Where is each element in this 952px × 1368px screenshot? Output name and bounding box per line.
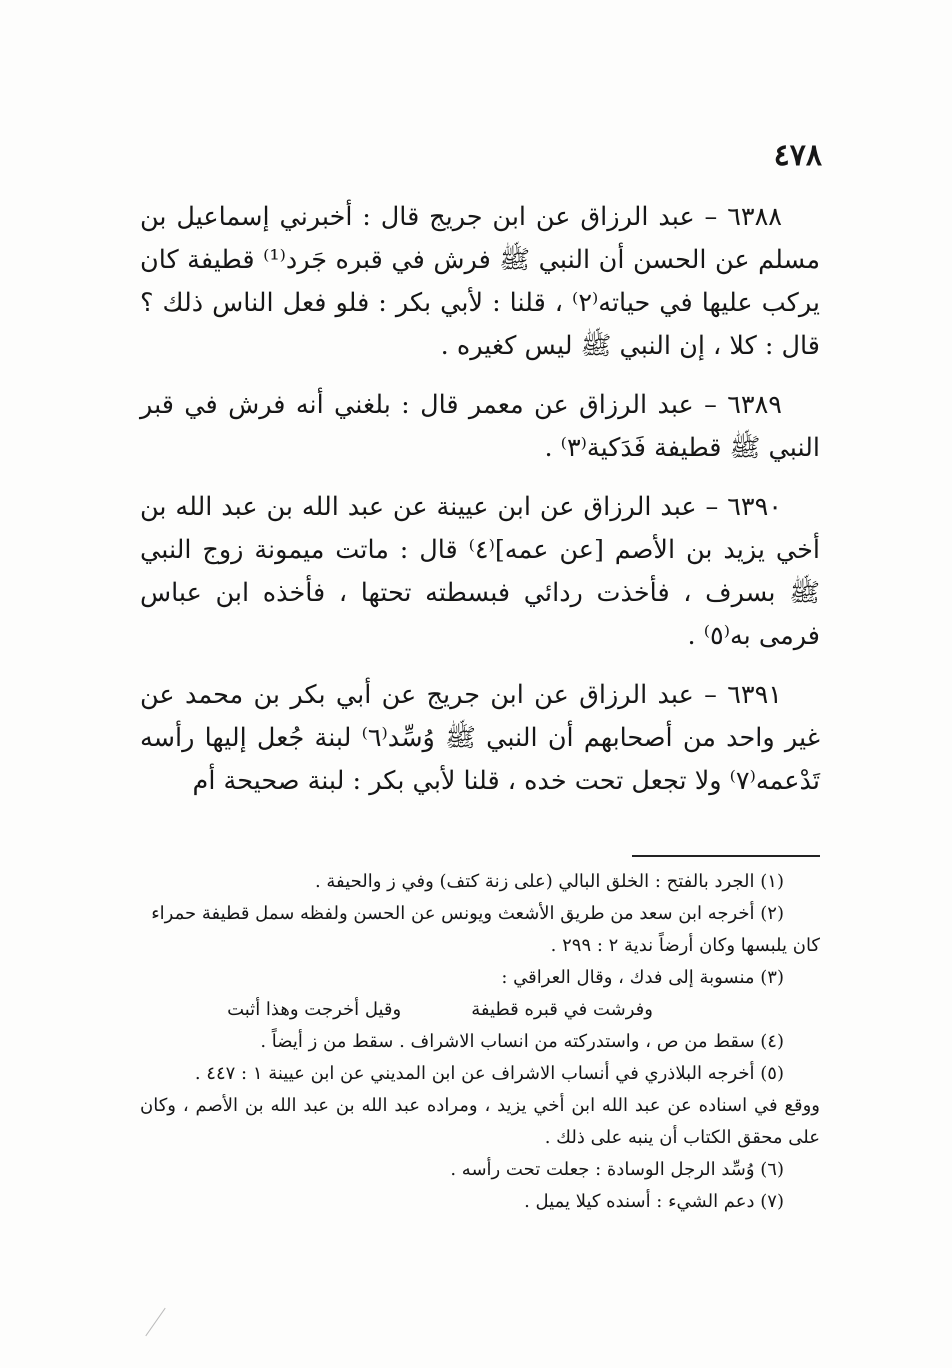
footnote-2: (٢) أخرجه ابن سعد من طريق الأشعث ويونس عن الحسن ولفظه سمل قطيفة حمراء	[151, 903, 784, 924]
verse-first-hemistich: وفرشت في قبره قطيفة	[471, 999, 653, 1020]
footnote-6: (٦) وُسِّد الرجل الوسادة : جعلت تحت رأسه .	[450, 1159, 784, 1180]
verse-second-hemistich: وقيل أخرجت وهذا أثبت	[227, 999, 402, 1020]
footnote-4: (٤) سقط من ص ، واستدركته من انساب الاشراف . سقط من ز أيضاً .	[260, 1031, 784, 1052]
footnote-3: (٣) منسوبة إلى فدك ، وقال العراقي :	[501, 967, 784, 988]
main-text	[140, 196, 820, 819]
page-number: ٤٧٨	[773, 138, 822, 173]
footnote-7: (٧) دعم الشيء : أسنده كيلا يميل .	[524, 1191, 784, 1212]
footnote-divider	[632, 855, 820, 857]
footnote-5-continued: ووقع في اسناده عن عبد الله ابن أخي يزيد ، ومراده عبد الله بن عبد الله بن الأصم ، وكان على محقق الكتاب أن ينبه على ذلك .	[140, 1095, 820, 1148]
hadith-6389: ٦٣٨٩ – عبد الرزاق عن معمر قال : بلغني أنه فرش في قبر النبي ﷺ قطيفة فَدَكية⁽٣⁾ .	[140, 390, 820, 463]
footnote-2-continued: كان يلبسها وكان أرضاً ندية ٢ : ٢٩٩ .	[550, 935, 820, 956]
hadith-6388: ٦٣٨٨ – عبد الرزاق عن ابن جريج قال : أخبرني إسماعيل بن مسلم عن الحسن أن النبي ﷺ فرش في قبره جَرد⁽¹⁾ قطيفة كان يركب عليها في حياته⁽٢⁾ ، قلنا : لأبي بكر : فلو فعل الناس ذلك ؟ قال : كلا ، إن النبي ﷺ ليس كغيره .	[140, 202, 820, 361]
poem-verse	[140, 994, 820, 1026]
footnote-5: (٥) أخرجه البلاذري في أنساب الاشراف عن ابن المديني عن ابن عيينة ١ : ٤٤٧ .	[194, 1063, 784, 1084]
hadith-6391: ٦٣٩١ – عبد الرزاق عن ابن جريج عن أبي بكر بن محمد عن غير واحد من أصحابهم أن النبي ﷺ وُسِّد⁽٦⁾ لبنة جُعل إليها رأسه تَدْعمه⁽٧⁾ ولا تجعل تحت خده ، قلنا لأبي بكر : لبنة صحيحة أم	[140, 680, 820, 796]
footnote-1: (١) الجرد بالفتح : الخلق البالي (على زنة كتف) وفي ز والحيفة .	[314, 871, 784, 892]
footnotes	[140, 866, 820, 1218]
hadith-6390: ٦٣٩٠ – عبد الرزاق عن ابن عيينة عن عبد الله بن عبد الله بن أخي يزيد بن الأصم [عن عمه]⁽٤⁾ قال : ماتت ميمونة زوج النبي ﷺ بسرف ، فأخذت ردائي فبسطته تحتها ، فأخذه ابن عباس فرمى به⁽٥⁾ .	[140, 492, 820, 651]
scan-artifact-line	[145, 1308, 165, 1336]
